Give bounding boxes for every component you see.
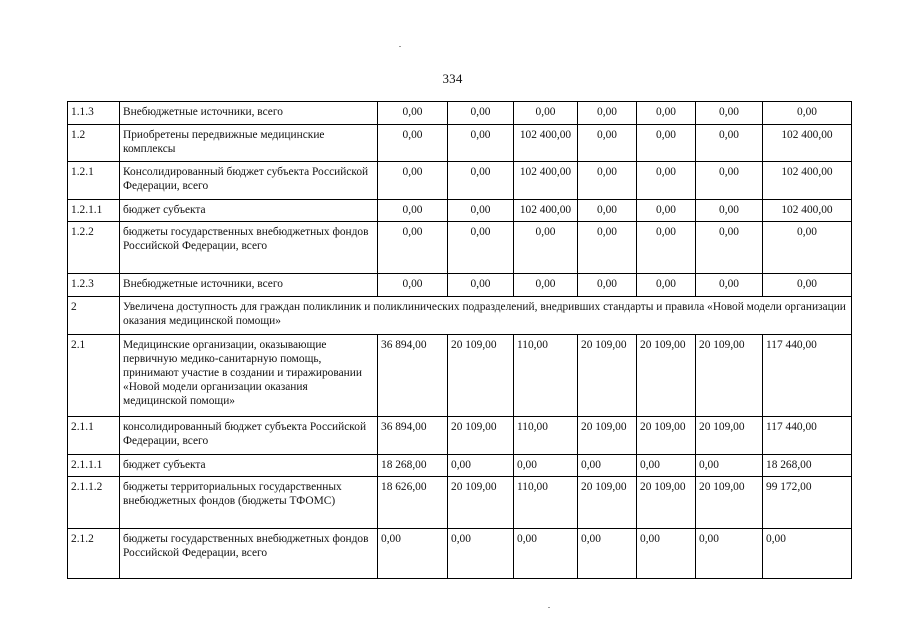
value-cell: 0,00 [514,455,578,477]
section-row [68,297,852,335]
value-cell: 110,00 [514,335,578,417]
value-cell: 0,00 [637,102,696,125]
row-code: 1.2.2 [68,222,120,274]
value-cell: 0,00 [637,200,696,222]
table-row [68,200,852,222]
value-cell: 0,00 [378,162,448,200]
row-name: консолидированный бюджет субъекта Российской Федерации, всего [120,417,378,455]
value-cell: 0,00 [637,162,696,200]
table-row [68,162,852,200]
row-name: Внебюджетные источники, всего [120,102,378,125]
value-cell: 0,00 [514,274,578,297]
table-row [68,102,852,125]
value-cell: 0,00 [378,529,448,579]
value-cell: 0,00 [696,455,763,477]
page-number: 334 [442,71,463,86]
table-row [68,455,852,477]
value-cell: 0,00 [378,125,448,162]
row-name: Медицинские организации, оказывающие первичную медико-санитарную помощь, принимают участие в создании и тиражировании «Новой модели организации оказания медицинской помощи» [120,335,378,417]
value-cell: 102 400,00 [763,125,852,162]
value-cell: 0,00 [637,455,696,477]
value-cell: 0,00 [448,125,514,162]
scan-speck [548,607,550,608]
value-cell: 20 109,00 [578,335,637,417]
row-code: 2.1.1.2 [68,477,120,529]
value-cell: 102 400,00 [514,200,578,222]
row-name: Внебюджетные источники, всего [120,274,378,297]
value-cell: 0,00 [637,274,696,297]
value-cell: 20 109,00 [448,417,514,455]
value-cell: 0,00 [514,529,578,579]
value-cell: 0,00 [578,102,637,125]
row-code: 2.1.1.1 [68,455,120,477]
table-row [68,274,852,297]
value-cell: 0,00 [578,222,637,274]
value-cell: 0,00 [448,529,514,579]
table-row [68,417,852,455]
value-cell: 0,00 [637,222,696,274]
value-cell: 0,00 [448,455,514,477]
value-cell: 20 109,00 [448,335,514,417]
value-cell: 20 109,00 [637,477,696,529]
row-code: 2.1 [68,335,120,417]
table-row [68,529,852,579]
value-cell: 0,00 [763,222,852,274]
value-cell: 0,00 [637,529,696,579]
value-cell: 0,00 [578,455,637,477]
value-cell: 117 440,00 [763,417,852,455]
row-name: бюджет субъекта [120,455,378,477]
value-cell: 102 400,00 [514,162,578,200]
value-cell: 0,00 [448,274,514,297]
value-cell: 20 109,00 [696,417,763,455]
row-name: бюджеты государственных внебюджетных фондов Российской Федерации, всего [120,529,378,579]
value-cell: 0,00 [378,222,448,274]
value-cell: 99 172,00 [763,477,852,529]
value-cell: 20 109,00 [696,335,763,417]
value-cell: 0,00 [696,125,763,162]
value-cell: 0,00 [448,222,514,274]
row-code: 1.2.1.1 [68,200,120,222]
value-cell: 0,00 [514,102,578,125]
row-code: 1.2 [68,125,120,162]
row-code: 2.1.2 [68,529,120,579]
row-code: 1.2.3 [68,274,120,297]
value-cell: 110,00 [514,417,578,455]
row-code: 2.1.1 [68,417,120,455]
table-row [68,222,852,274]
table-row [68,125,852,162]
value-cell: 0,00 [378,102,448,125]
value-cell: 20 109,00 [578,417,637,455]
row-code: 1.2.1 [68,162,120,200]
value-cell: 102 400,00 [763,200,852,222]
value-cell: 0,00 [763,274,852,297]
value-cell: 0,00 [763,529,852,579]
row-name: Приобретены передвижные медицинские комплексы [120,125,378,162]
value-cell: 0,00 [578,200,637,222]
scan-speck [399,46,401,47]
value-cell: 36 894,00 [378,417,448,455]
value-cell: 0,00 [696,102,763,125]
value-cell: 110,00 [514,477,578,529]
value-cell: 0,00 [578,529,637,579]
value-cell: 0,00 [448,162,514,200]
value-cell: 0,00 [578,162,637,200]
table-row [68,335,852,417]
value-cell: 0,00 [378,200,448,222]
value-cell: 0,00 [763,102,852,125]
value-cell: 20 109,00 [637,417,696,455]
row-name: бюджеты государственных внебюджетных фондов Российской Федерации, всего [120,222,378,274]
row-code: 1.1.3 [68,102,120,125]
row-code: 2 [68,297,120,335]
section-description: Увеличена доступность для граждан поликлиник и поликлинических подразделений, внедривших стандарты и правила «Новой модели организации оказания медицинской помощи» [120,297,852,335]
value-cell: 0,00 [696,274,763,297]
value-cell: 0,00 [696,529,763,579]
value-cell: 18 626,00 [378,477,448,529]
value-cell: 20 109,00 [637,335,696,417]
value-cell: 0,00 [578,125,637,162]
value-cell: 0,00 [578,274,637,297]
value-cell: 102 400,00 [763,162,852,200]
value-cell: 20 109,00 [578,477,637,529]
value-cell: 20 109,00 [448,477,514,529]
value-cell: 36 894,00 [378,335,448,417]
row-name: Консолидированный бюджет субъекта Российской Федерации, всего [120,162,378,200]
table-row [68,477,852,529]
value-cell: 0,00 [448,102,514,125]
value-cell: 18 268,00 [763,455,852,477]
value-cell: 0,00 [378,274,448,297]
value-cell: 0,00 [448,200,514,222]
value-cell: 117 440,00 [763,335,852,417]
value-cell: 0,00 [514,222,578,274]
value-cell: 0,00 [696,222,763,274]
row-name: бюджеты территориальных государственных внебюджетных фондов (бюджеты ТФОМС) [120,477,378,529]
value-cell: 0,00 [696,200,763,222]
budget-table [67,101,852,579]
value-cell: 102 400,00 [514,125,578,162]
row-name: бюджет субъекта [120,200,378,222]
value-cell: 0,00 [696,162,763,200]
value-cell: 20 109,00 [696,477,763,529]
value-cell: 18 268,00 [378,455,448,477]
value-cell: 0,00 [637,125,696,162]
